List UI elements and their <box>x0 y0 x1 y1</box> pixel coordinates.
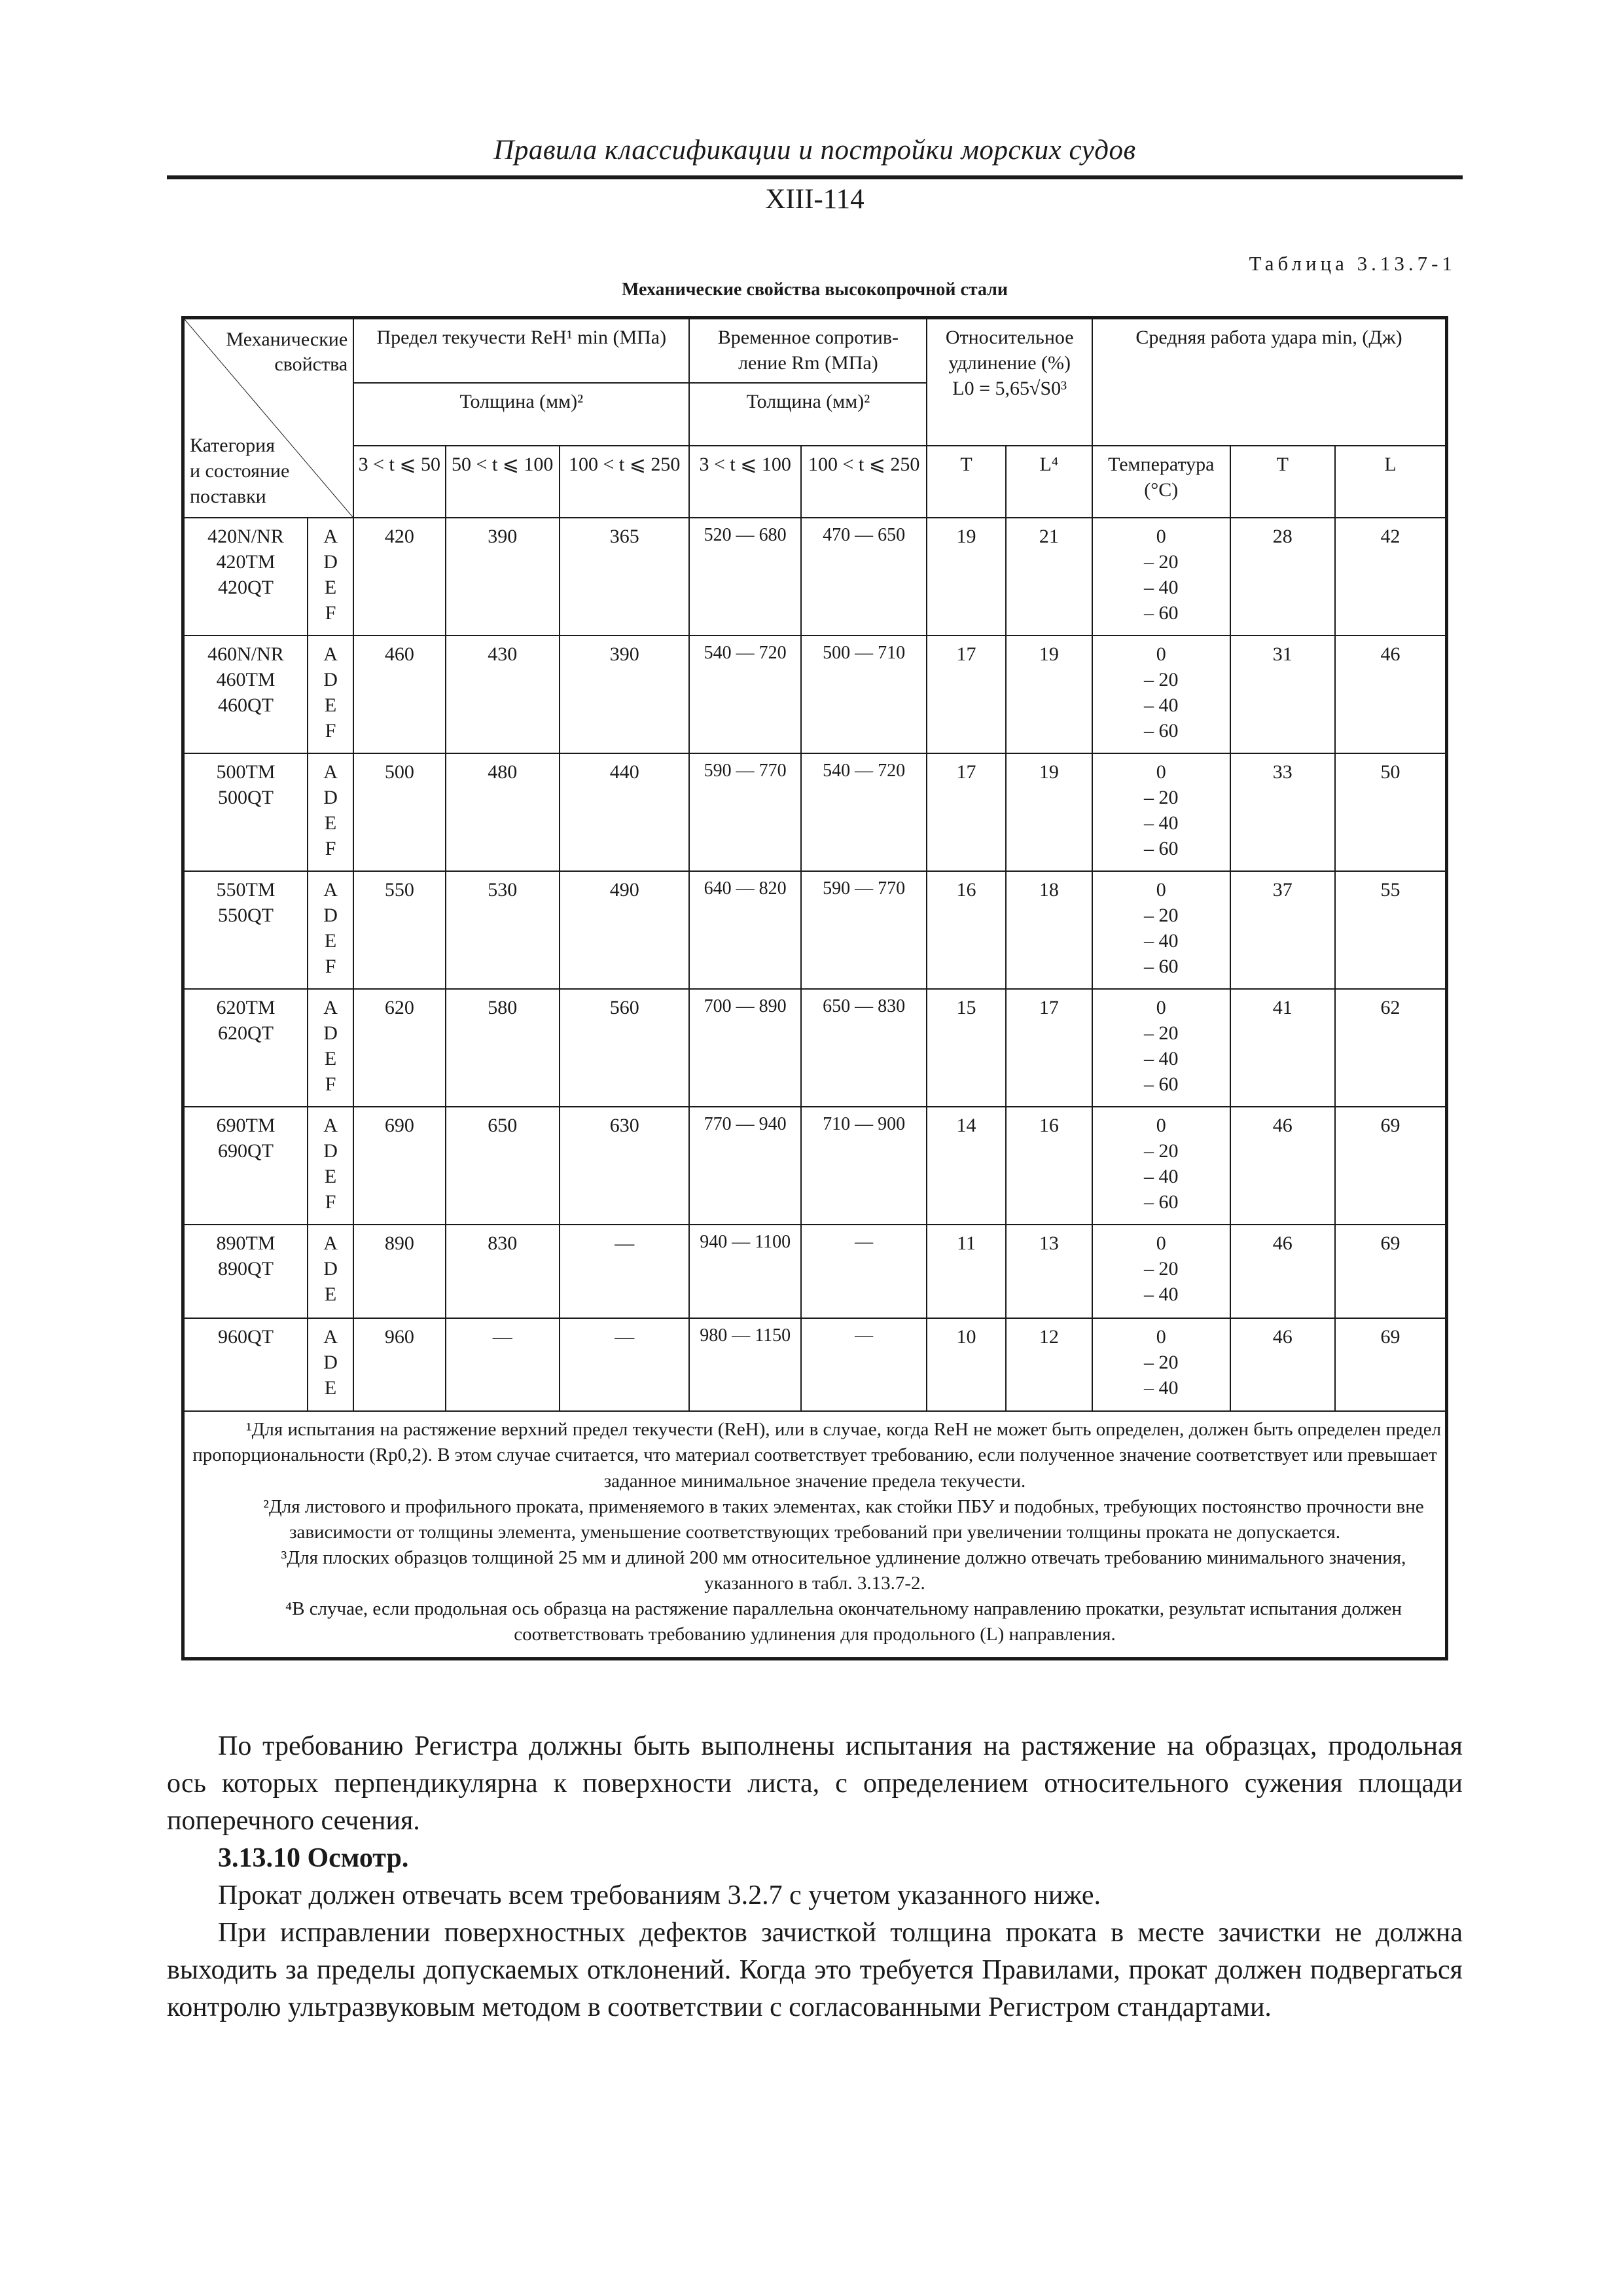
header-category-label: Категория и состояние поставки <box>190 435 290 508</box>
elongation-cell: 17 <box>927 636 1005 753</box>
impact-cell: 46 <box>1335 636 1447 753</box>
impact-cell: 69 <box>1335 1318 1447 1411</box>
grade-cell: 550TM 550QT <box>183 871 308 989</box>
header-elongation: Относительное удлинение (%) L0 = 5,65√S0³ <box>927 318 1092 446</box>
impact-cell: 69 <box>1335 1225 1447 1318</box>
elongation-cell: 13 <box>1006 1225 1092 1318</box>
header-impact-energy: Средняя работа удара min, (Дж) <box>1092 318 1446 446</box>
class-cell: A D E F <box>308 1107 353 1225</box>
footnote: ¹Для испытания на растяжение верхний предел текучести (ReH), или в случае, когда ReH не может быть определен, должен быть определен предел пропорциональности (Rp0,2). В этом случае считается, что материал соответствует требованию, если полученное значение соответствует или превышает заданное минимальное значение предела текучести. <box>192 1419 1442 1492</box>
table-row <box>183 753 1447 871</box>
tensile-cell: 710 — 900 <box>801 1107 927 1225</box>
subheader-cell: Температура (°C) <box>1092 446 1230 518</box>
impact-cell: 42 <box>1335 518 1447 636</box>
table-row <box>183 871 1447 989</box>
tensile-cell: 940 — 1100 <box>689 1225 800 1318</box>
yield-cell: 500 <box>353 753 445 871</box>
impact-cell: 33 <box>1230 753 1335 871</box>
paragraph: По требованию Регистра должны быть выполнены испытания на растяжение на образцах, продольная ось которых перпендикулярна к поверхности листа, с определением относительного сужения площади поперечного сечения. <box>167 1731 1463 1836</box>
impact-cell: 62 <box>1335 989 1447 1107</box>
elongation-cell: 17 <box>1006 989 1092 1107</box>
yield-cell: — <box>560 1318 690 1411</box>
impact-cell: 31 <box>1230 636 1335 753</box>
temperature-cell: 0 – 20 – 40 – 60 <box>1092 989 1230 1107</box>
elongation-cell: 19 <box>1006 753 1092 871</box>
elongation-cell: 14 <box>927 1107 1005 1225</box>
elongation-cell: 17 <box>927 753 1005 871</box>
body-text <box>167 1728 1463 2026</box>
tensile-cell: — <box>801 1225 927 1318</box>
paragraph: При исправлении поверхностных дефектов зачисткой толщина проката в месте зачистки не должна выходить за пределы допускаемых отклонений. Когда это требуется Правилами, прокат должен подвергаться контролю ультразвуковым методом в соответствии с согласованными Регистром стандартами. <box>167 1918 1463 2022</box>
tensile-cell: 650 — 830 <box>801 989 927 1107</box>
impact-cell: 55 <box>1335 871 1447 989</box>
yield-cell: 550 <box>353 871 445 989</box>
yield-cell: 650 <box>446 1107 560 1225</box>
mechanical-properties-table <box>181 316 1448 1660</box>
tensile-cell: 500 — 710 <box>801 636 927 753</box>
class-cell: A D E F <box>308 753 353 871</box>
elongation-cell: 10 <box>927 1318 1005 1411</box>
impact-cell: 50 <box>1335 753 1447 871</box>
yield-cell: 390 <box>446 518 560 636</box>
header-thickness-tensile: Толщина (мм)² <box>689 383 927 446</box>
temperature-cell: 0 – 20 – 40 – 60 <box>1092 871 1230 989</box>
yield-cell: 430 <box>446 636 560 753</box>
grade-cell: 960QT <box>183 1318 308 1411</box>
subheader-cell: T <box>927 446 1005 518</box>
yield-cell: 690 <box>353 1107 445 1225</box>
temperature-cell: 0 – 20 – 40 – 60 <box>1092 518 1230 636</box>
header-thickness-yield: Толщина (мм)² <box>353 383 689 446</box>
impact-cell: 41 <box>1230 989 1335 1107</box>
elongation-cell: 15 <box>927 989 1005 1107</box>
subheader-cell: 50 < t ⩽ 100 <box>446 446 560 518</box>
class-cell: A D E F <box>308 871 353 989</box>
footnote: ³Для плоских образцов толщиной 25 мм и длиной 200 мм относительное удлинение должно отвечать требованию минимального значения, указанного в табл. 3.13.7-2. <box>281 1547 1406 1594</box>
elongation-cell: 12 <box>1006 1318 1092 1411</box>
tensile-cell: 590 — 770 <box>801 871 927 989</box>
yield-cell: 460 <box>353 636 445 753</box>
subheader-cell: 100 < t ⩽ 250 <box>560 446 690 518</box>
grade-cell: 460N/NR 460TM 460QT <box>183 636 308 753</box>
elongation-cell: 21 <box>1006 518 1092 636</box>
table-row <box>183 989 1447 1107</box>
subheader-cell: 3 < t ⩽ 50 <box>353 446 445 518</box>
subheader-cell: L <box>1335 446 1447 518</box>
temperature-cell: 0 – 20 – 40 – 60 <box>1092 753 1230 871</box>
temperature-cell: 0 – 20 – 40 <box>1092 1318 1230 1411</box>
grade-cell: 500TM 500QT <box>183 753 308 871</box>
yield-cell: — <box>560 1225 690 1318</box>
header-properties-label: Механические свойства <box>226 329 348 375</box>
subheader-cell: T <box>1230 446 1335 518</box>
table-label: Таблица 3.13.7-1 <box>1249 252 1456 275</box>
impact-cell: 37 <box>1230 871 1335 989</box>
tensile-cell: 590 — 770 <box>689 753 800 871</box>
grade-cell: 890TM 890QT <box>183 1225 308 1318</box>
footnote: ⁴В случае, если продольная ось образца на растяжение параллельна окончательному направлению прокатки, результат испытания должен соответствовать требованию удлинения для продольного (L) направления. <box>285 1598 1402 1645</box>
table-row <box>183 636 1447 753</box>
elongation-cell: 16 <box>1006 1107 1092 1225</box>
grade-cell: 420N/NR 420TM 420QT <box>183 518 308 636</box>
elongation-cell: 19 <box>927 518 1005 636</box>
header-rule <box>167 175 1463 179</box>
tensile-cell: — <box>801 1318 927 1411</box>
tensile-cell: 700 — 890 <box>689 989 800 1107</box>
header-tensile-strength: Временное сопротив- ление Rm (МПа) <box>689 318 927 383</box>
tensile-cell: 980 — 1150 <box>689 1318 800 1411</box>
grade-cell: 690TM 690QT <box>183 1107 308 1225</box>
class-cell: A D E F <box>308 518 353 636</box>
page-number: XIII-114 <box>765 184 865 215</box>
yield-cell: 420 <box>353 518 445 636</box>
impact-cell: 46 <box>1230 1318 1335 1411</box>
table-row <box>183 518 1447 636</box>
elongation-cell: 18 <box>1006 871 1092 989</box>
class-cell: A D E F <box>308 636 353 753</box>
header-yield-strength: Предел текучести ReH¹ min (МПа) <box>353 318 689 383</box>
class-cell: A D E <box>308 1318 353 1411</box>
impact-cell: 28 <box>1230 518 1335 636</box>
tensile-cell: 540 — 720 <box>801 753 927 871</box>
elongation-cell: 19 <box>1006 636 1092 753</box>
impact-cell: 46 <box>1230 1225 1335 1318</box>
section-heading: 3.13.10 Осмотр. <box>218 1843 409 1873</box>
yield-cell: 365 <box>560 518 690 636</box>
tensile-cell: 540 — 720 <box>689 636 800 753</box>
yield-cell: — <box>446 1318 560 1411</box>
yield-cell: 440 <box>560 753 690 871</box>
elongation-cell: 16 <box>927 871 1005 989</box>
subheader-cell: L⁴ <box>1006 446 1092 518</box>
yield-cell: 830 <box>446 1225 560 1318</box>
yield-cell: 580 <box>446 989 560 1107</box>
running-title: Правила классификации и постройки морских судов <box>493 135 1136 166</box>
elongation-cell: 11 <box>927 1225 1005 1318</box>
temperature-cell: 0 – 20 – 40 – 60 <box>1092 1107 1230 1225</box>
yield-cell: 490 <box>560 871 690 989</box>
corner-header-cell <box>183 318 354 518</box>
grade-cell: 620TM 620QT <box>183 989 308 1107</box>
table-title: Механические свойства высокопрочной стали <box>621 279 1008 300</box>
tensile-cell: 520 — 680 <box>689 518 800 636</box>
table-row <box>183 1107 1447 1225</box>
yield-cell: 620 <box>353 989 445 1107</box>
subheader-cell: 3 < t ⩽ 100 <box>689 446 800 518</box>
tensile-cell: 640 — 820 <box>689 871 800 989</box>
table-row <box>183 1225 1447 1318</box>
yield-cell: 530 <box>446 871 560 989</box>
yield-cell: 630 <box>560 1107 690 1225</box>
paragraph: Прокат должен отвечать всем требованиям 3.2.7 с учетом указанного ниже. <box>218 1880 1101 1910</box>
class-cell: A D E <box>308 1225 353 1318</box>
impact-cell: 69 <box>1335 1107 1447 1225</box>
yield-cell: 480 <box>446 753 560 871</box>
temperature-cell: 0 – 20 – 40 <box>1092 1225 1230 1318</box>
subheader-cell: 100 < t ⩽ 250 <box>801 446 927 518</box>
footnote: ²Для листового и профильного проката, применяемого в таких элементах, как стойки ПБУ и подобных, требующих постоянство прочности вне зависимости от толщины элемента, уменьшение соответствующих требований при увеличении толщины проката не допускается. <box>263 1496 1424 1543</box>
footnotes-cell <box>183 1411 1447 1659</box>
impact-cell: 46 <box>1230 1107 1335 1225</box>
temperature-cell: 0 – 20 – 40 – 60 <box>1092 636 1230 753</box>
tensile-cell: 770 — 940 <box>689 1107 800 1225</box>
yield-cell: 560 <box>560 989 690 1107</box>
tensile-cell: 470 — 650 <box>801 518 927 636</box>
yield-cell: 890 <box>353 1225 445 1318</box>
yield-cell: 390 <box>560 636 690 753</box>
table-row <box>183 1318 1447 1411</box>
yield-cell: 960 <box>353 1318 445 1411</box>
class-cell: A D E F <box>308 989 353 1107</box>
